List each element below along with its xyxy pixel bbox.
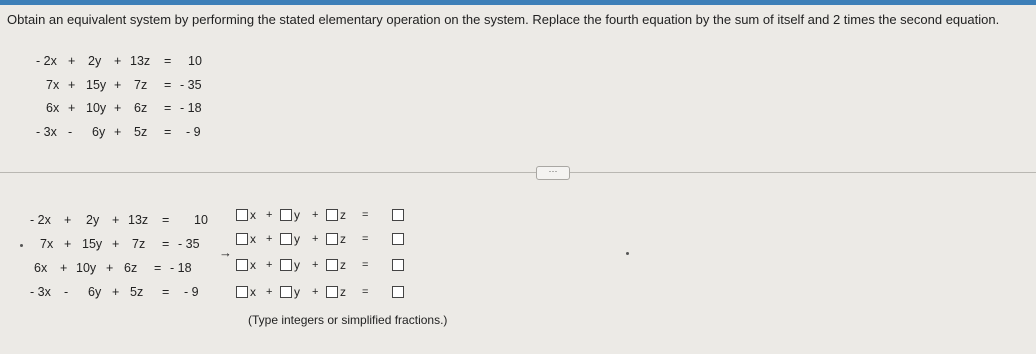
coef-z: 13z (130, 54, 151, 68)
coef-z: 6z (124, 261, 138, 275)
rhs-value: - 18 (180, 101, 202, 115)
var-y-label: y (294, 232, 300, 246)
operator: + (114, 101, 122, 115)
plus-sign: + (312, 259, 319, 271)
coef-y: 10y (76, 261, 97, 275)
var-x-label: x (250, 232, 256, 246)
equals-sign: = (164, 125, 172, 139)
coef-y: 15y (82, 237, 103, 251)
answer-box-z[interactable] (326, 259, 338, 271)
expand-more-button[interactable]: ··· (536, 166, 570, 180)
coef-x: 6x (34, 261, 48, 275)
top-accent-bar (0, 0, 1036, 5)
question-prompt: Obtain an equivalent system by performing the stated elementary operation on the system. Replace the fourth equation by the sum of itself and 2 times the second equation. (7, 12, 1000, 27)
operator: + (112, 213, 120, 227)
plus-sign: + (312, 209, 319, 221)
operator: + (64, 237, 72, 251)
plus-sign: + (266, 233, 273, 245)
rhs-value: 10 (188, 54, 202, 68)
operator: + (106, 261, 114, 275)
operator: + (68, 54, 76, 68)
answer-box-y[interactable] (280, 209, 292, 221)
operator: + (60, 261, 68, 275)
answer-box-rhs[interactable] (392, 233, 404, 245)
operator: + (114, 78, 122, 92)
answer-box-z[interactable] (326, 233, 338, 245)
coef-z: 5z (130, 285, 144, 299)
coef-x: - 2x (30, 213, 51, 227)
rhs-value: 10 (194, 213, 208, 227)
equals-sign: = (362, 259, 369, 271)
coef-z: 6z (134, 101, 148, 115)
operator: + (68, 78, 76, 92)
var-x-label: x (250, 258, 256, 272)
var-z-label: z (340, 285, 346, 299)
rhs-value: - 35 (178, 237, 200, 251)
equals-sign: = (162, 213, 170, 227)
plus-sign: + (266, 259, 273, 271)
coef-x: - 3x (30, 285, 51, 299)
equals-sign: = (164, 78, 172, 92)
var-y-label: y (294, 285, 300, 299)
equals-sign: = (164, 101, 172, 115)
rhs-value: - 18 (170, 261, 192, 275)
equals-sign: = (154, 261, 162, 275)
answer-box-y[interactable] (280, 233, 292, 245)
coef-y: 2y (88, 54, 102, 68)
section-divider (0, 172, 1036, 173)
operator: + (114, 125, 122, 139)
operator: + (112, 285, 120, 299)
coef-y: 6y (88, 285, 102, 299)
equals-sign: = (164, 54, 172, 68)
plus-sign: + (312, 233, 319, 245)
answer-box-rhs[interactable] (392, 259, 404, 271)
decorative-dot (626, 252, 629, 255)
var-y-label: y (294, 208, 300, 222)
rhs-value: - 35 (180, 78, 202, 92)
answer-box-rhs[interactable] (392, 209, 404, 221)
operator: + (64, 213, 72, 227)
coef-z: 7z (132, 237, 146, 251)
var-y-label: y (294, 258, 300, 272)
coef-y: 15y (86, 78, 107, 92)
answer-box-z[interactable] (326, 209, 338, 221)
coef-x: - 3x (36, 125, 57, 139)
var-z-label: z (340, 258, 346, 272)
operator: - (64, 285, 69, 299)
coef-x: 7x (40, 237, 54, 251)
var-z-label: z (340, 232, 346, 246)
var-x-label: x (250, 285, 256, 299)
answer-box-x[interactable] (236, 286, 248, 298)
coef-y: 2y (86, 213, 100, 227)
transform-arrow-icon: → (219, 245, 232, 260)
var-x-label: x (250, 208, 256, 222)
decorative-dot (20, 244, 23, 247)
rhs-value: - 9 (184, 285, 199, 299)
input-hint: (Type integers or simplified fractions.) (248, 313, 448, 327)
coef-x: - 2x (36, 54, 57, 68)
plus-sign: + (312, 286, 319, 298)
operator: + (112, 237, 120, 251)
plus-sign: + (266, 209, 273, 221)
var-z-label: z (340, 208, 346, 222)
equals-sign: = (162, 285, 170, 299)
equals-sign: = (162, 237, 170, 251)
coef-x: 7x (46, 78, 60, 92)
coef-y: 10y (86, 101, 107, 115)
equals-sign: = (362, 209, 369, 221)
coef-x: 6x (46, 101, 60, 115)
equals-sign: = (362, 233, 369, 245)
answer-box-y[interactable] (280, 259, 292, 271)
coef-y: 6y (92, 125, 106, 139)
coef-z: 7z (134, 78, 148, 92)
coef-z: 5z (134, 125, 148, 139)
operator: + (114, 54, 122, 68)
answer-box-rhs[interactable] (392, 286, 404, 298)
answer-box-y[interactable] (280, 286, 292, 298)
rhs-value: - 9 (186, 125, 201, 139)
answer-box-x[interactable] (236, 259, 248, 271)
answer-box-z[interactable] (326, 286, 338, 298)
coef-z: 13z (128, 213, 149, 227)
plus-sign: + (266, 286, 273, 298)
equals-sign: = (362, 286, 369, 298)
operator: - (68, 125, 73, 139)
answer-box-x[interactable] (236, 209, 248, 221)
operator: + (68, 101, 76, 115)
answer-box-x[interactable] (236, 233, 248, 245)
